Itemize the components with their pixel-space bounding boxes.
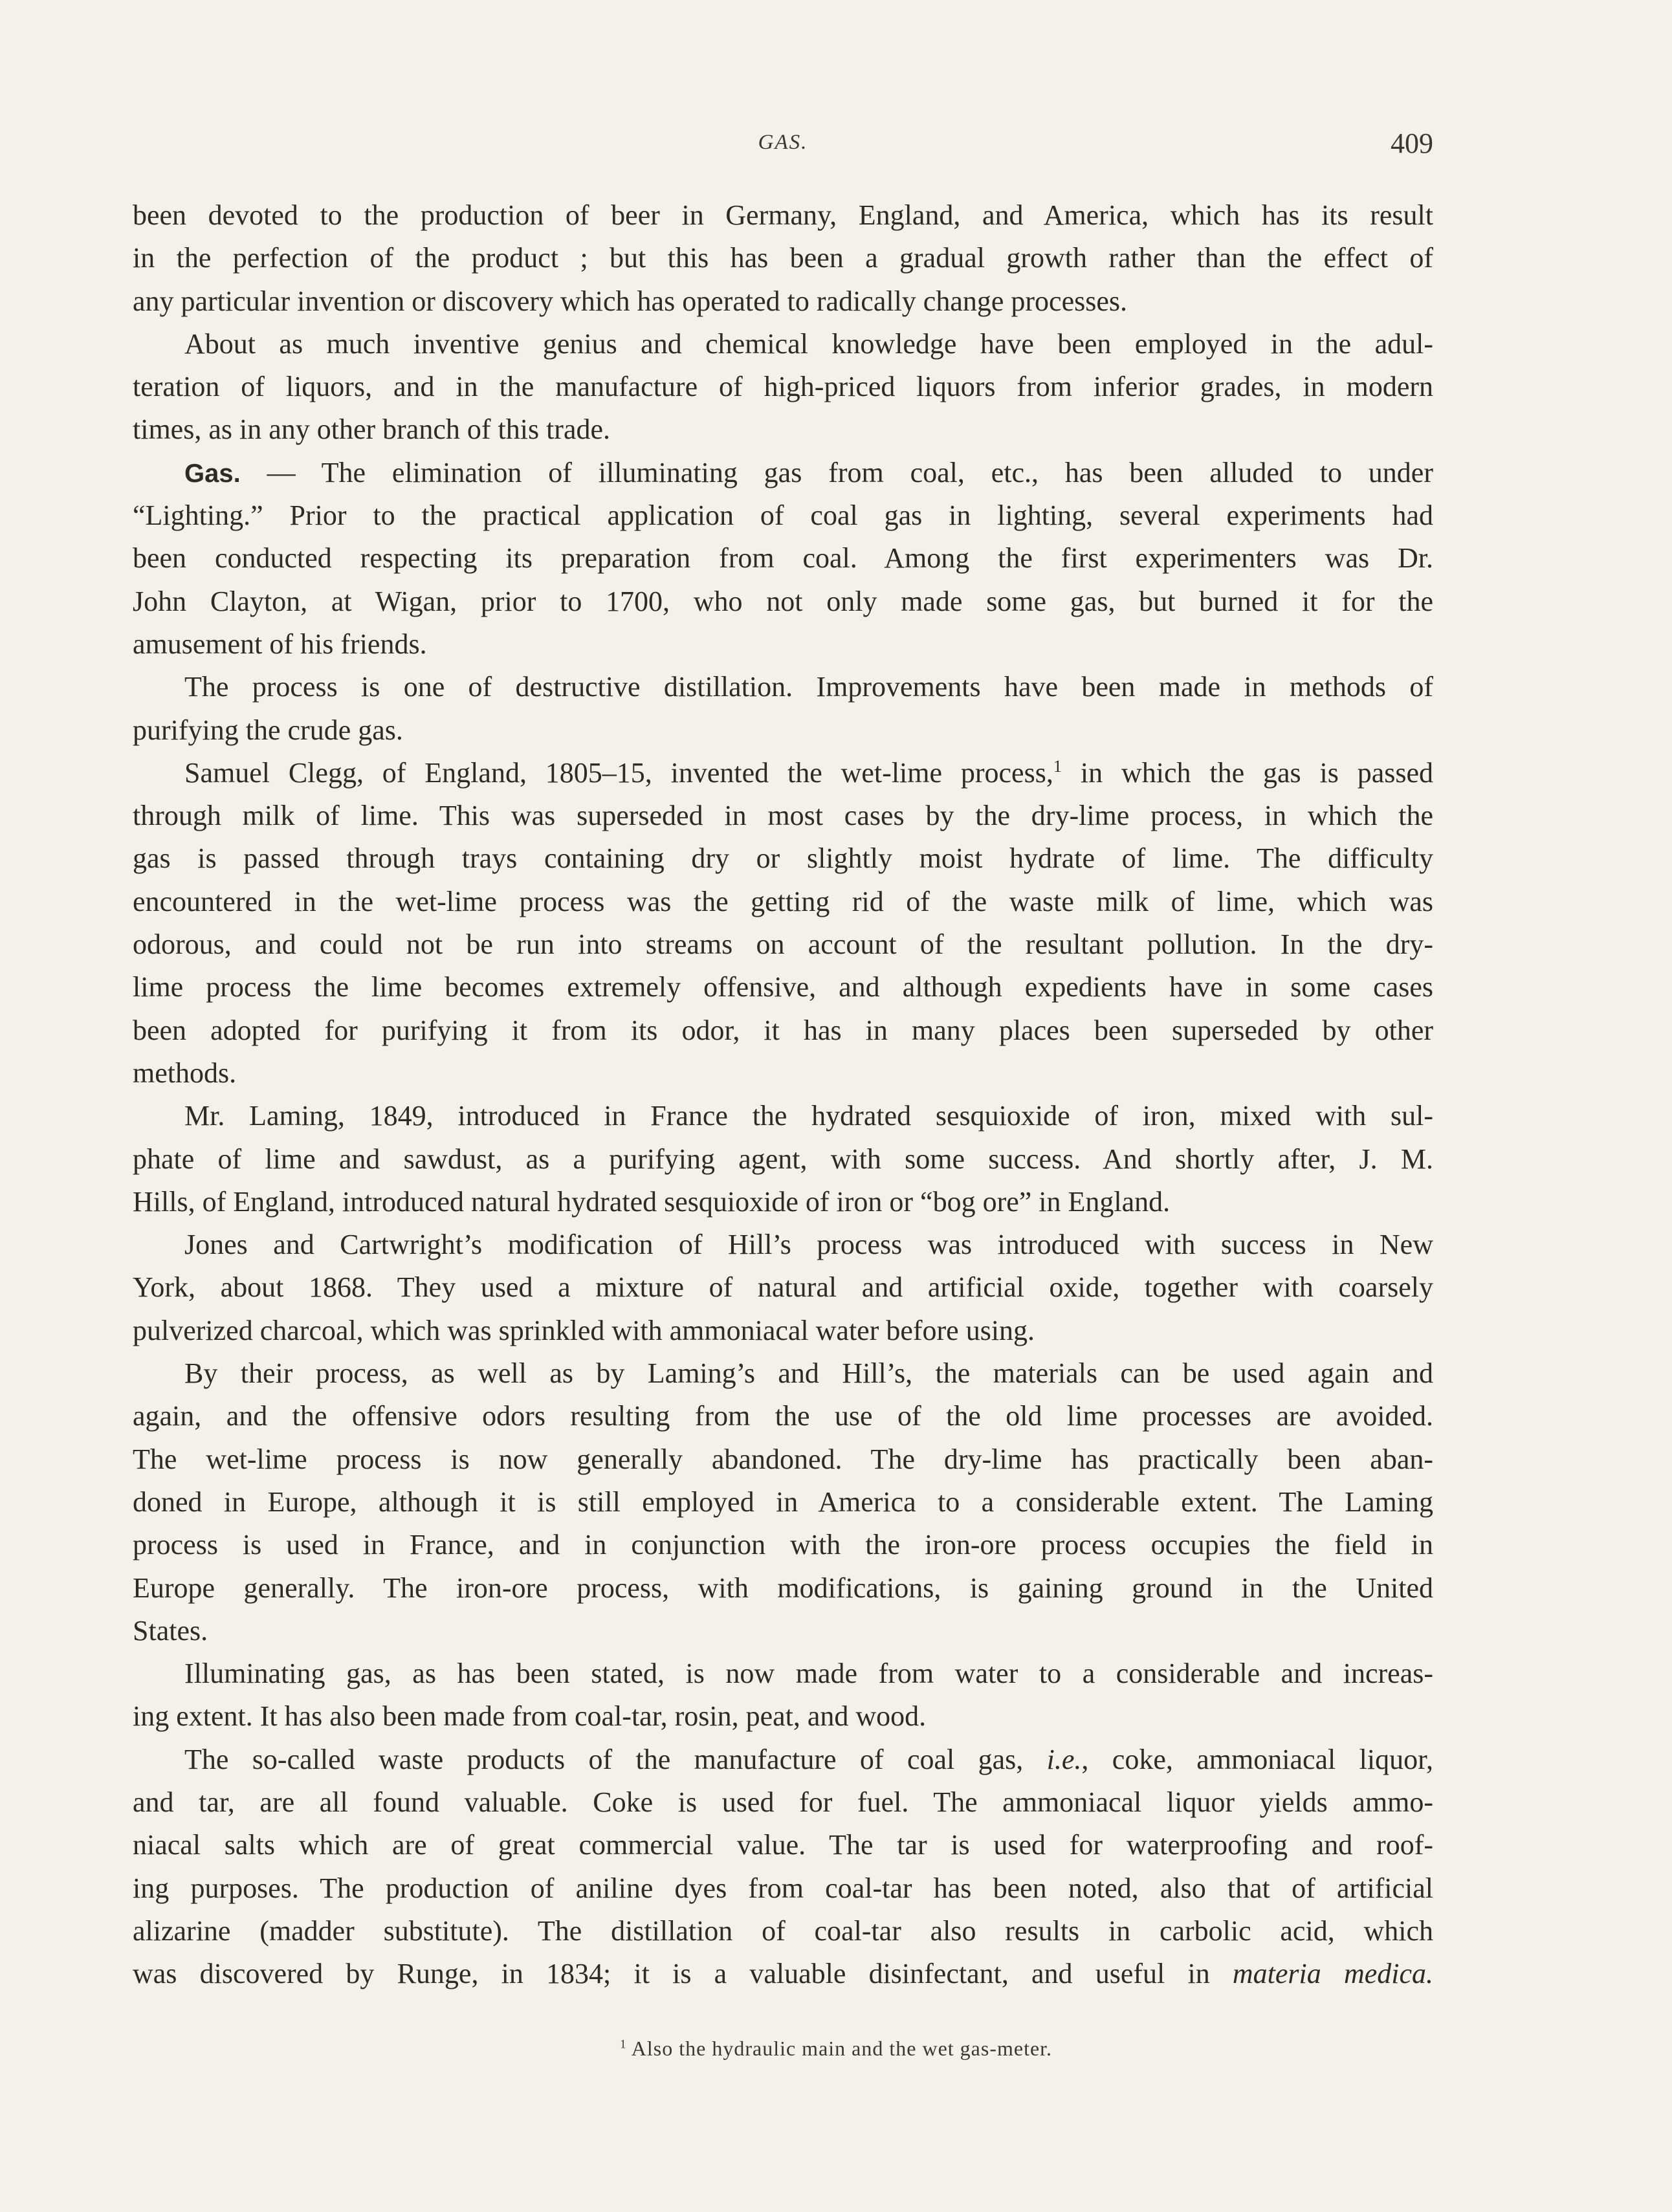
text-line: process is used in France, and in conjunction with the iron-ore process occupies the field in bbox=[133, 1529, 1433, 1561]
text-line: ing extent. It has also been made from coal-tar, rosin, peat, and wood. bbox=[133, 1700, 927, 1733]
text-line: and tar, are all found valuable. Coke is used for fuel. The ammoniacal liquor yields ammo- bbox=[133, 1786, 1433, 1818]
text-line bbox=[133, 1953, 1433, 1995]
text-line: States. bbox=[133, 1614, 208, 1647]
footnote bbox=[0, 2037, 1672, 2061]
text-line: odorous, and could not be run into streams on account of the resultant pollution. In the dry- bbox=[133, 928, 1433, 961]
text-line: alizarine (madder substitute). The distillation of coal-tar also results in carbolic acid, which bbox=[133, 1914, 1433, 1947]
text-line: Europe generally. The iron-ore process, with modifications, is gaining ground in the United bbox=[133, 1571, 1433, 1604]
text-span: Samuel Clegg, of England, 1805–15, invented the wet-lime process, bbox=[184, 756, 1053, 789]
text-span: — The elimination of illuminating gas from coal, etc., has been alluded to under bbox=[240, 456, 1433, 488]
text-line: The process is one of destructive distillation. Improvements have been made in methods of bbox=[184, 671, 1433, 703]
text-line: ing purposes. The production of aniline dyes from coal-tar has been noted, also that of artificial bbox=[133, 1872, 1433, 1904]
text-line: doned in Europe, although it is still employed in America to a considerable extent. The Laming bbox=[133, 1485, 1433, 1518]
text-line: been adopted for purifying it from its odor, it has in many places been superseded by other bbox=[133, 1014, 1433, 1046]
text-line: through milk of lime. This was superseded in most cases by the dry-lime process, in which the bbox=[133, 800, 1433, 832]
text-line: any particular invention or discovery which has operated to radically change processes. bbox=[133, 285, 1127, 317]
text-line: been conducted respecting its preparation from coal. Among the first experimenters was Dr. bbox=[133, 542, 1433, 575]
text-line: purifying the crude gas. bbox=[133, 714, 403, 746]
text-line: niacal salts which are of great commercial value. The tar is used for waterproofing and roof- bbox=[133, 1829, 1433, 1861]
text-line: again, and the offensive odors resulting from the use of the old lime processes are avoided. bbox=[133, 1400, 1433, 1432]
text-line: Jones and Cartwright’s modification of Hill’s process was introduced with success in New bbox=[184, 1229, 1433, 1261]
text-line: phate of lime and sawdust, as a purifying agent, with some success. And shortly after, J. M. bbox=[133, 1143, 1433, 1175]
text-line: gas is passed through trays containing dry or slightly moist hydrate of lime. The difficulty bbox=[133, 842, 1433, 875]
text-line: Illuminating gas, as has been stated, is now made from water to a considerable and increas- bbox=[184, 1658, 1433, 1690]
text-line: teration of liquors, and in the manufacture of high-priced liquors from inferior grades, in modern bbox=[133, 371, 1433, 403]
footnote-ref: 1 bbox=[1053, 756, 1062, 776]
text-line: John Clayton, at Wigan, prior to 1700, who not only made some gas, but burned it for the bbox=[133, 585, 1433, 617]
page-number: 409 bbox=[1391, 127, 1433, 159]
text-line: methods. bbox=[133, 1057, 237, 1089]
text-line bbox=[133, 752, 1433, 794]
text-line: in the perfection of the product ; but this has been a gradual growth rather than the effect of bbox=[133, 242, 1433, 274]
text-span: The so-called waste products of the manufacture of coal gas, bbox=[184, 1743, 1047, 1775]
text-line: Mr. Laming, 1849, introduced in France the hydrated sesquioxide of iron, mixed with sul- bbox=[184, 1100, 1433, 1132]
running-title: GAS. bbox=[758, 131, 808, 154]
text-line: amusement of his friends. bbox=[133, 628, 427, 660]
text-span: , coke, ammoniacal liquor, bbox=[1081, 1743, 1433, 1775]
text-line: lime process the lime becomes extremely offensive, and although expedients have in some cases bbox=[133, 971, 1433, 1003]
text-line: York, about 1868. They used a mixture of natural and artificial oxide, together with coarsely bbox=[133, 1271, 1433, 1304]
text-span: in which the gas is passed bbox=[1062, 756, 1433, 789]
text-line: been devoted to the production of beer in Germany, England, and America, which has its result bbox=[133, 199, 1433, 231]
italic-abbreviation: i.e. bbox=[1046, 1743, 1082, 1775]
text-line: About as much inventive genius and chemical knowledge have been employed in the adul- bbox=[184, 327, 1433, 360]
text-span: was discovered by Runge, in 1834; it is a valuable disinfectant, and useful in bbox=[133, 1958, 1233, 1990]
section-runin-heading: Gas. bbox=[184, 459, 241, 488]
text-line: Hills, of England, introduced natural hydrated sesquioxide of iron or “bog ore” in England. bbox=[133, 1185, 1171, 1218]
text-line bbox=[133, 1738, 1433, 1781]
text-line: times, as in any other branch of this trade. bbox=[133, 413, 611, 446]
text-line: The wet-lime process is now generally abandoned. The dry-lime has practically been aban- bbox=[133, 1443, 1433, 1475]
footnote-text: Also the hydraulic main and the wet gas-meter. bbox=[626, 2037, 1053, 2060]
italic-term: materia medica. bbox=[1232, 1958, 1433, 1990]
text-line bbox=[133, 452, 1433, 494]
text-line: “Lighting.” Prior to the practical application of coal gas in lighting, several experiments had bbox=[133, 499, 1433, 532]
text-line: pulverized charcoal, which was sprinkled with ammoniacal water before using. bbox=[133, 1314, 1035, 1346]
body-text bbox=[133, 194, 1433, 1995]
text-line: By their process, as well as by Laming’s and Hill’s, the materials can be used again and bbox=[184, 1357, 1433, 1390]
text-line: encountered in the wet-lime process was the getting rid of the waste milk of lime, which was bbox=[133, 885, 1433, 917]
footnote-marker: 1 bbox=[619, 2037, 627, 2052]
running-head bbox=[133, 127, 1433, 166]
